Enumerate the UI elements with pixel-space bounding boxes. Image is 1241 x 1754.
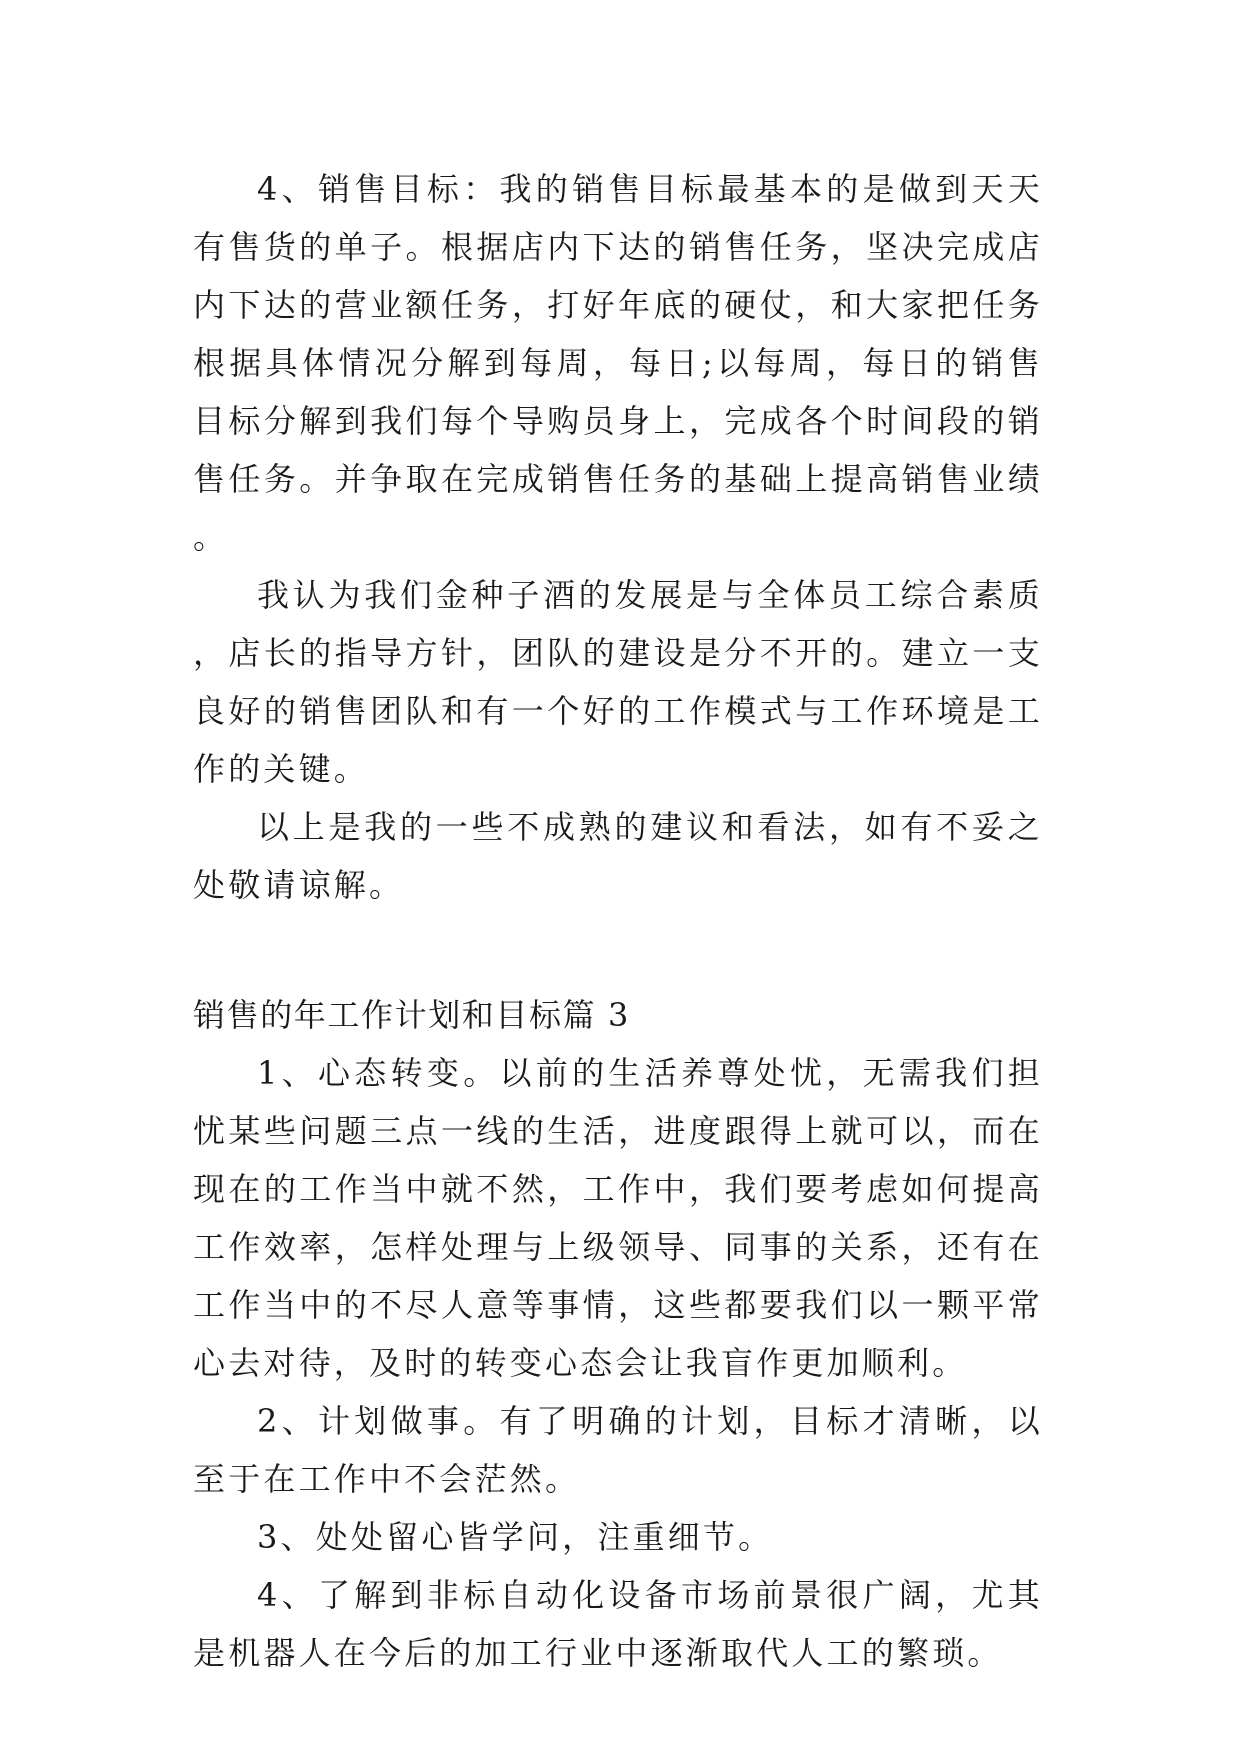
document-body [193, 160, 1043, 1682]
paragraph-sales-target: 4、销售目标：我的销售目标最基本的是做到天天有售货的单子。根据店内下达的销售任务，坚决完成店内下达的营业额任务，打好年底的硬仗，和大家把任务根据具体情况分解到每周，每日;以每周，每日的销售目标分解到我们每个导购员身上，完成各个时间段的销售任务。并争取在完成销售任务的基础上提高销售业绩。 [193, 170, 1043, 556]
paragraph-market-outlook: 4、了解到非标自动化设备市场前景很广阔，尤其是机器人在今后的加工行业中逐渐取代人工的繁琐。 [193, 1576, 1043, 1672]
paragraph-attention-detail: 3、处处留心皆学问，注重细节。 [257, 1518, 774, 1556]
paragraph-team-development: 我认为我们金种子酒的发展是与全体员工综合素质，店长的指导方针，团队的建设是分不开的。建立一支良好的销售团队和有一个好的工作模式与工作环境是工作的关键。 [193, 576, 1043, 788]
paragraph-mindset-change: 1、心态转变。以前的生活养尊处忧，无需我们担忧某些问题三点一线的生活，进度跟得上就可以，而在现在的工作当中就不然，工作中，我们要考虑如何提高工作效率，怎样处理与上级领导、同事的关系，还有在工作当中的不尽人意等事情，这些都要我们以一颗平常心去对待，及时的转变心态会让我盲作更加顺利。 [193, 1054, 1043, 1382]
section-heading: 销售的年工作计划和目标篇 3 [193, 996, 630, 1034]
paragraph-plan-work: 2、计划做事。有了明确的计划，目标才清晰，以至于在工作中不会茫然。 [193, 1402, 1043, 1498]
paragraph-closing-remark: 以上是我的一些不成熟的建议和看法，如有不妥之处敬请谅解。 [193, 808, 1043, 904]
